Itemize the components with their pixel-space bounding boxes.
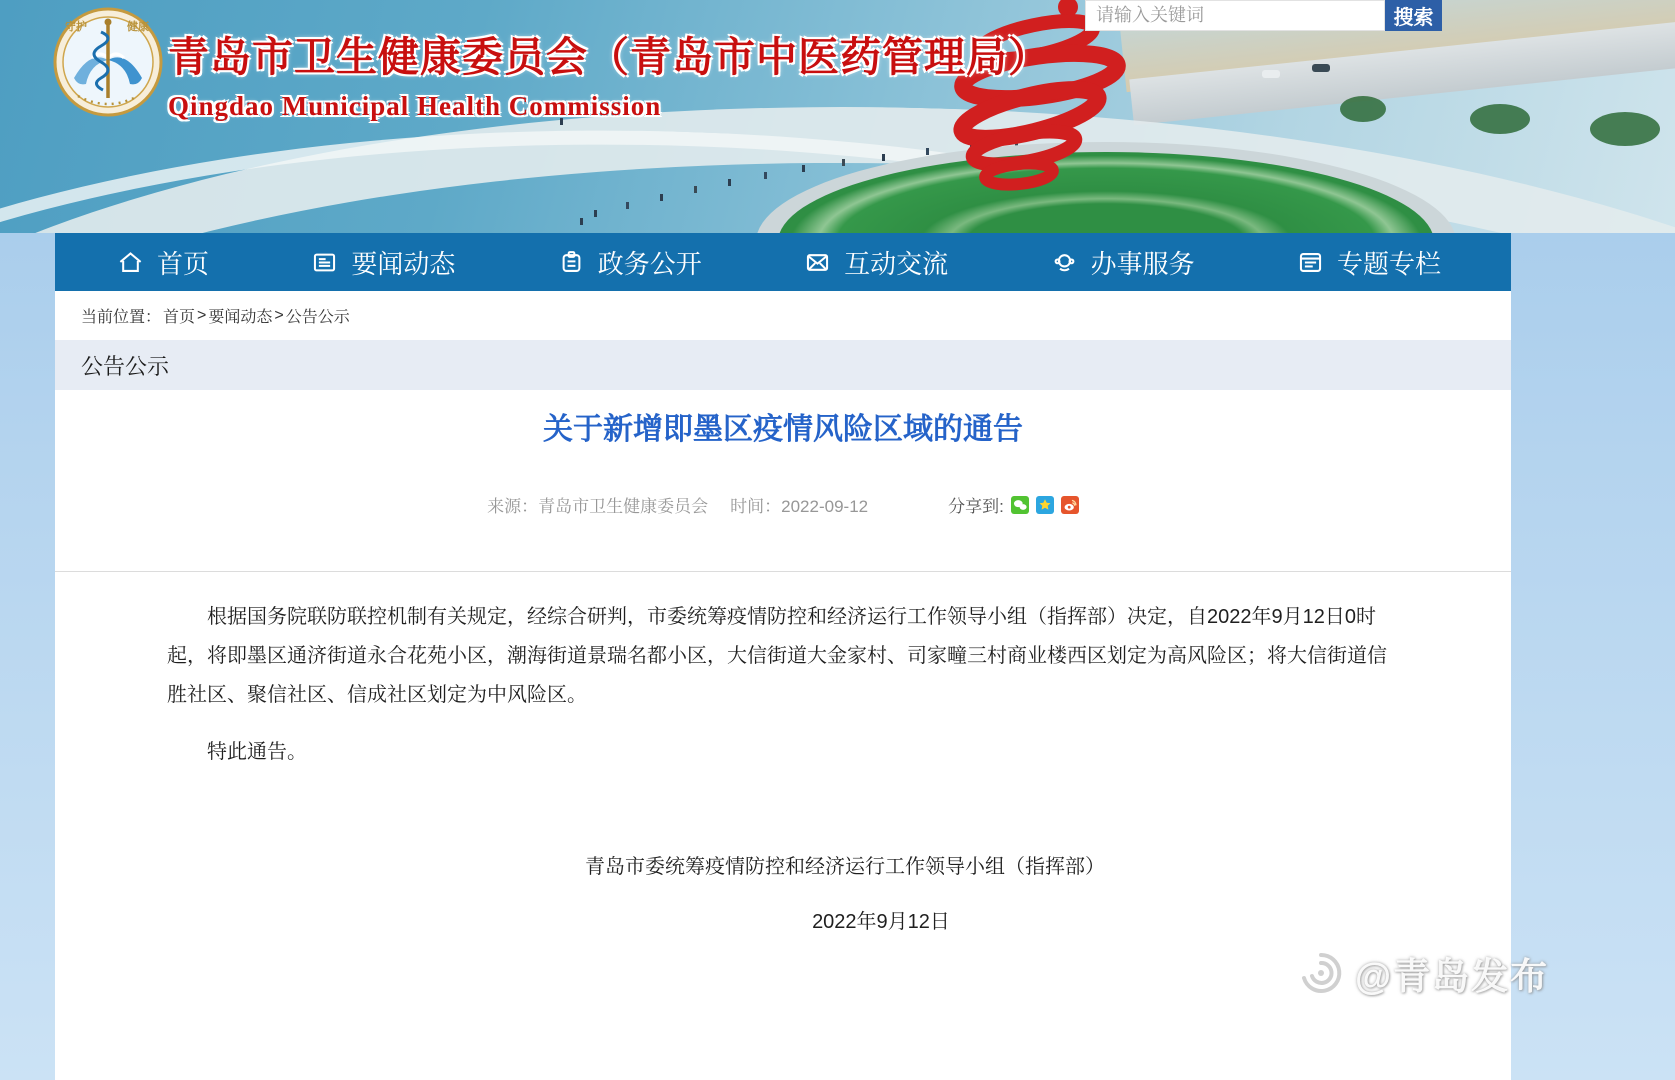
time-label: 时间： (730, 497, 782, 516)
banner-tree (1470, 104, 1530, 134)
section-title: 公告公示 (81, 353, 170, 379)
time-value: 2022-09-12 (781, 497, 869, 516)
gov-open-icon (558, 249, 585, 276)
banner-tree (1340, 96, 1386, 122)
article-source (487, 492, 708, 517)
nav-item-interact[interactable] (804, 244, 948, 281)
breadcrumb-item-news[interactable]: 要闻动态 (208, 309, 273, 326)
share-bar (948, 492, 1079, 517)
nav-item-label: 首页 (157, 248, 210, 279)
news-icon (311, 249, 338, 276)
weibo-share-icon[interactable] (1061, 496, 1079, 514)
article-time (730, 492, 868, 517)
qzone-share-icon[interactable] (1036, 496, 1054, 514)
site-title-zh: 青岛市卫生健康委员会（青岛市中医药管理局） (168, 34, 1050, 80)
banner-car (1312, 64, 1330, 72)
article-date: 2022年9月12日 (812, 911, 950, 933)
nav-item-label: 办事服务 (1090, 248, 1195, 279)
home-icon (117, 249, 144, 276)
breadcrumb-item-announcements[interactable]: 公告公示 (285, 309, 350, 326)
nav-item-gov-open[interactable] (558, 244, 702, 281)
content-panel (55, 291, 1511, 1080)
mail-icon (804, 249, 831, 276)
nav-item-news[interactable] (311, 244, 455, 281)
article-body (55, 572, 1511, 942)
breadcrumb-separator: > (197, 306, 207, 324)
banner-tree (1590, 112, 1660, 146)
nav-item-topics[interactable] (1297, 244, 1441, 281)
nav-item-label: 专题专栏 (1336, 248, 1441, 279)
banner-car (1262, 70, 1280, 78)
article-title: 关于新增即墨区疫情风险区域的通告 (543, 413, 1023, 446)
wechat-share-icon[interactable] (1011, 496, 1029, 514)
qingdao-fabu-swirl-icon (1295, 947, 1347, 999)
article-meta (55, 492, 1511, 517)
main-nav (55, 233, 1511, 291)
header-banner-photo (0, 0, 1675, 233)
breadcrumb-item-home[interactable]: 首页 (163, 309, 196, 326)
logo-badge-right-text: 健康 (127, 21, 149, 33)
breadcrumb (55, 291, 1511, 340)
weibo-watermark (1295, 946, 1549, 1000)
share-label: 分享到: (948, 497, 1004, 516)
watermark-text: @青岛发布 (1355, 956, 1550, 997)
site-title-en: Qingdao Municipal Health Commission (168, 91, 662, 121)
nav-item-services[interactable] (1051, 244, 1195, 281)
article-signature: 青岛市委统筹疫情防控和经济运行工作领导小组（指挥部） (585, 856, 1105, 878)
nav-item-label: 要闻动态 (351, 248, 456, 279)
topics-icon (1297, 249, 1324, 276)
breadcrumb-separator: > (274, 306, 284, 324)
section-header (55, 340, 1511, 390)
service-icon (1051, 249, 1078, 276)
site-search (1085, 0, 1442, 31)
article-paragraph: 特此通告。 (207, 741, 307, 763)
nav-item-label: 互动交流 (844, 248, 949, 279)
health-commission-logo (52, 6, 164, 118)
article-paragraph: 根据国务院联防联控机制有关规定，经综合研判，市委统筹疫情防控和经济运行工作领导小组（指挥部）决定，自2022年9月12日0时起，将即墨区通济街道永合花苑小区，潮海街道景瑞名都小区，大信街道大金家村、司家疃三村商业楼西区划定为高风险区；将大信街道信胜社区、聚信社区、信成社区划定为中风险区。 (167, 606, 1387, 706)
breadcrumb-label: 当前位置： (81, 309, 162, 326)
nav-item-home[interactable] (117, 244, 209, 281)
nav-item-label: 政务公开 (597, 248, 702, 279)
search-button[interactable]: 搜索 (1385, 0, 1442, 31)
source-label: 来源： (487, 497, 539, 516)
search-input[interactable] (1085, 0, 1385, 31)
source-value: 青岛市卫生健康委员会 (538, 497, 709, 516)
logo-badge-left-text: 守护 (65, 21, 87, 33)
